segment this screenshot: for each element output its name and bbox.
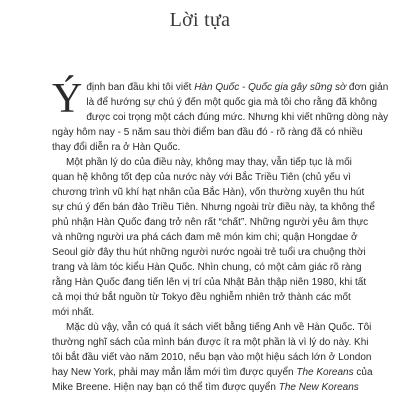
page-title: Lời tựa [169,9,231,31]
text-line: tôi bắt đầu viết vào năm 2010, nếu bạn vào một hiệu sách lớn ở London [52,352,372,363]
text-line: quan hệ không tốt đẹp của nước này với Bắc Triều Tiên (chủ yếu vì [52,172,351,183]
text-line: cả mọi thứ bắt nguồn từ Tokyo đều nghiễm nhiên trở thành các mốt [52,292,351,303]
text-line: sự chú ý đến bán đảo Triều Tiên. Nhưng ngoài trừ điều này, ta không thể [52,202,375,213]
text-line: chương trình vũ khí hạt nhân của Bắc Hàn), vốn thường xuyên thu hút [52,187,365,198]
text-line: và những người ưa phá cách đam mê món kim chi; quận Hongdae ở [52,232,358,243]
text-line: định ban đầu khi tôi viết Hàn Quốc - Quốc gia gây sững sờ đơn giản [86,82,389,93]
paragraph-2 [52,155,375,320]
text-line: hay New York, phải may mắn lắm mới tìm được quyển The Koreans của [52,367,373,378]
text-line: Mike Breene. Hiện nay bạn có thể tìm được quyển The New Koreans [52,382,359,393]
text-line: được coi trọng một cách đúng mức. Nhưng khi viết những dòng này [86,112,389,123]
body-text [52,76,389,395]
text-line: trang và làm tóc kiểu Hàn Quốc. Nhìn chung, có một cảm giác rõ ràng [52,262,362,273]
text-line: Một phần lý do của điều này, không may thay, vẫn tiếp tục là mối [66,157,352,168]
text-line: thường nghĩ sách của mình bán được ít ra một phần là vì lý do này. Khi [52,337,369,348]
text-line: là để hướng sự chú ý đến một quốc gia mà tôi cho rằng đã không [86,97,378,108]
text-line: thay đổi diễn ra ở Hàn Quốc. [52,142,181,153]
text-line: phủ nhận Hàn Quốc đang trở nên rất “chất”. Những người yêu âm thực [52,217,369,228]
text-line: ngày hôm nay - 5 năm sau thời điểm ban đầu đó - rõ ràng đã có nhiều [52,127,363,138]
text-line: rằng Hàn Quốc đang tiến lên vị trí của Nhật Bản thập niên 1980, khi tất [52,277,367,288]
drop-cap: Ý [52,76,83,122]
text-line: Mặc dù vậy, vẫn có quá ít sách viết bằng tiếng Anh về Hàn Quốc. Tôi [66,322,372,333]
text-line: Seoul giờ đây thu hút những người nước ngoài trẻ tuổi ưa chuộng thời [52,247,366,258]
paragraph-3 [52,320,373,395]
text-line: mới nhất. [52,307,95,318]
paragraph-1 [52,76,389,155]
